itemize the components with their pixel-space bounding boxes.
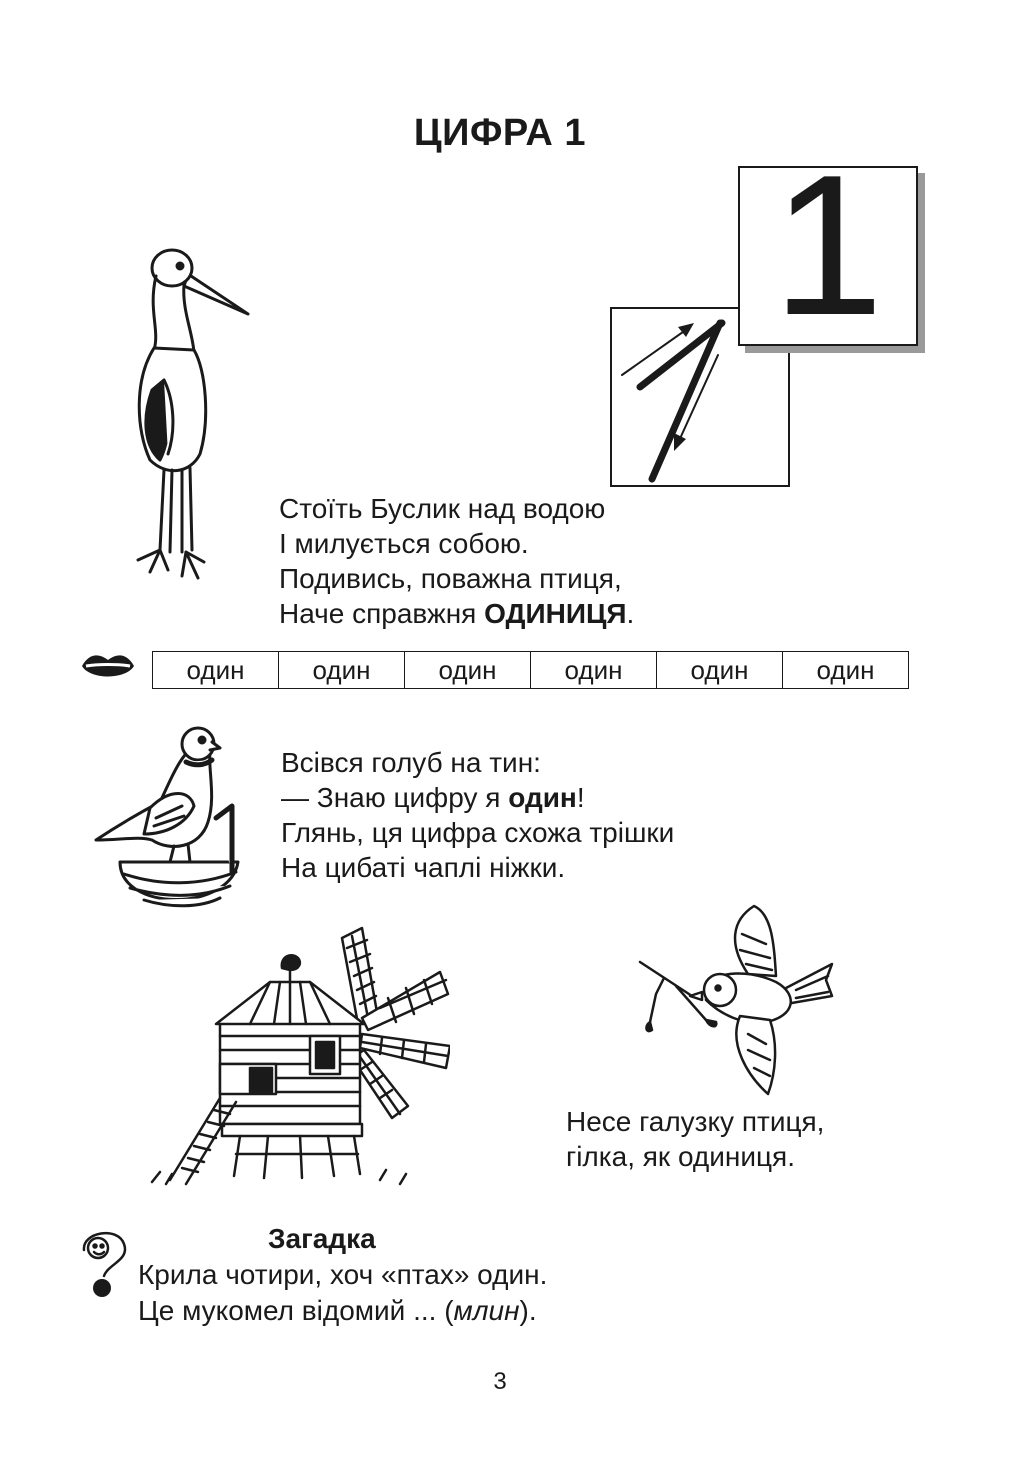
stork-poem-line-2: І милується собою.	[279, 528, 529, 559]
practice-word-table	[152, 651, 909, 689]
stork-poem-line-1: Стоїть Буслик над водою	[279, 493, 606, 524]
stork-poem	[279, 491, 634, 631]
windmill-illustration	[150, 918, 450, 1188]
practice-word-cell: один	[657, 652, 783, 689]
riddle-line-2	[138, 1293, 547, 1329]
page-title: ЦИФРА 1	[413, 112, 587, 154]
stork-poem-line-4-end: .	[626, 598, 635, 629]
bird-poem-line-2: гілка, як одиниця.	[566, 1141, 795, 1172]
stork-poem-line-4	[279, 596, 634, 631]
dove-poem-line-1: Всівся голуб на тин:	[281, 747, 541, 778]
bird-with-twig-illustration	[636, 904, 836, 1100]
printed-digit: 1	[772, 134, 884, 357]
stork-poem-line-4-text: Наче справжня	[279, 598, 485, 629]
practice-word-cell: один	[279, 652, 405, 689]
dove-poem-line-3: Глянь, ця цифра схожа трішки	[281, 817, 675, 848]
bird-poem	[566, 1104, 824, 1174]
riddle-answer: млин	[453, 1295, 520, 1326]
dove-on-nest-illustration	[90, 722, 250, 917]
page-number: 3	[493, 1368, 507, 1395]
stork-illustration	[120, 240, 260, 590]
dove-poem-line-4: На цибаті чаплі ніжки.	[281, 852, 566, 883]
lips-icon	[80, 650, 136, 682]
bird-poem-line-1: Несе галузку птиця,	[566, 1106, 825, 1137]
stork-poem-line-3: Подивись, поважна птиця,	[279, 563, 622, 594]
dove-poem	[281, 745, 674, 885]
riddle	[138, 1221, 547, 1329]
riddle-line-1: Крила чотири, хоч «птах» один.	[138, 1259, 548, 1290]
dove-poem-keyword: один	[508, 782, 577, 813]
riddle-title: Загадка	[268, 1223, 376, 1254]
practice-word-cell: один	[153, 652, 279, 689]
practice-word-cell: один	[531, 652, 657, 689]
question-mark-face-icon	[78, 1226, 134, 1300]
printed-digit-card	[738, 134, 918, 357]
practice-word-row	[153, 652, 909, 689]
dove-poem-line-2	[281, 780, 674, 815]
practice-word-cell: один	[405, 652, 531, 689]
practice-word-cell: один	[783, 652, 909, 689]
riddle-line-2-end: ).	[519, 1295, 537, 1326]
riddle-line-2-text: Це мукомел відомий ... (	[138, 1295, 454, 1326]
stork-poem-keyword: ОДИНИЦЯ	[484, 598, 627, 629]
dove-poem-line-2-text: — Знаю цифру я	[281, 782, 509, 813]
dove-poem-line-2-end: !	[576, 782, 585, 813]
